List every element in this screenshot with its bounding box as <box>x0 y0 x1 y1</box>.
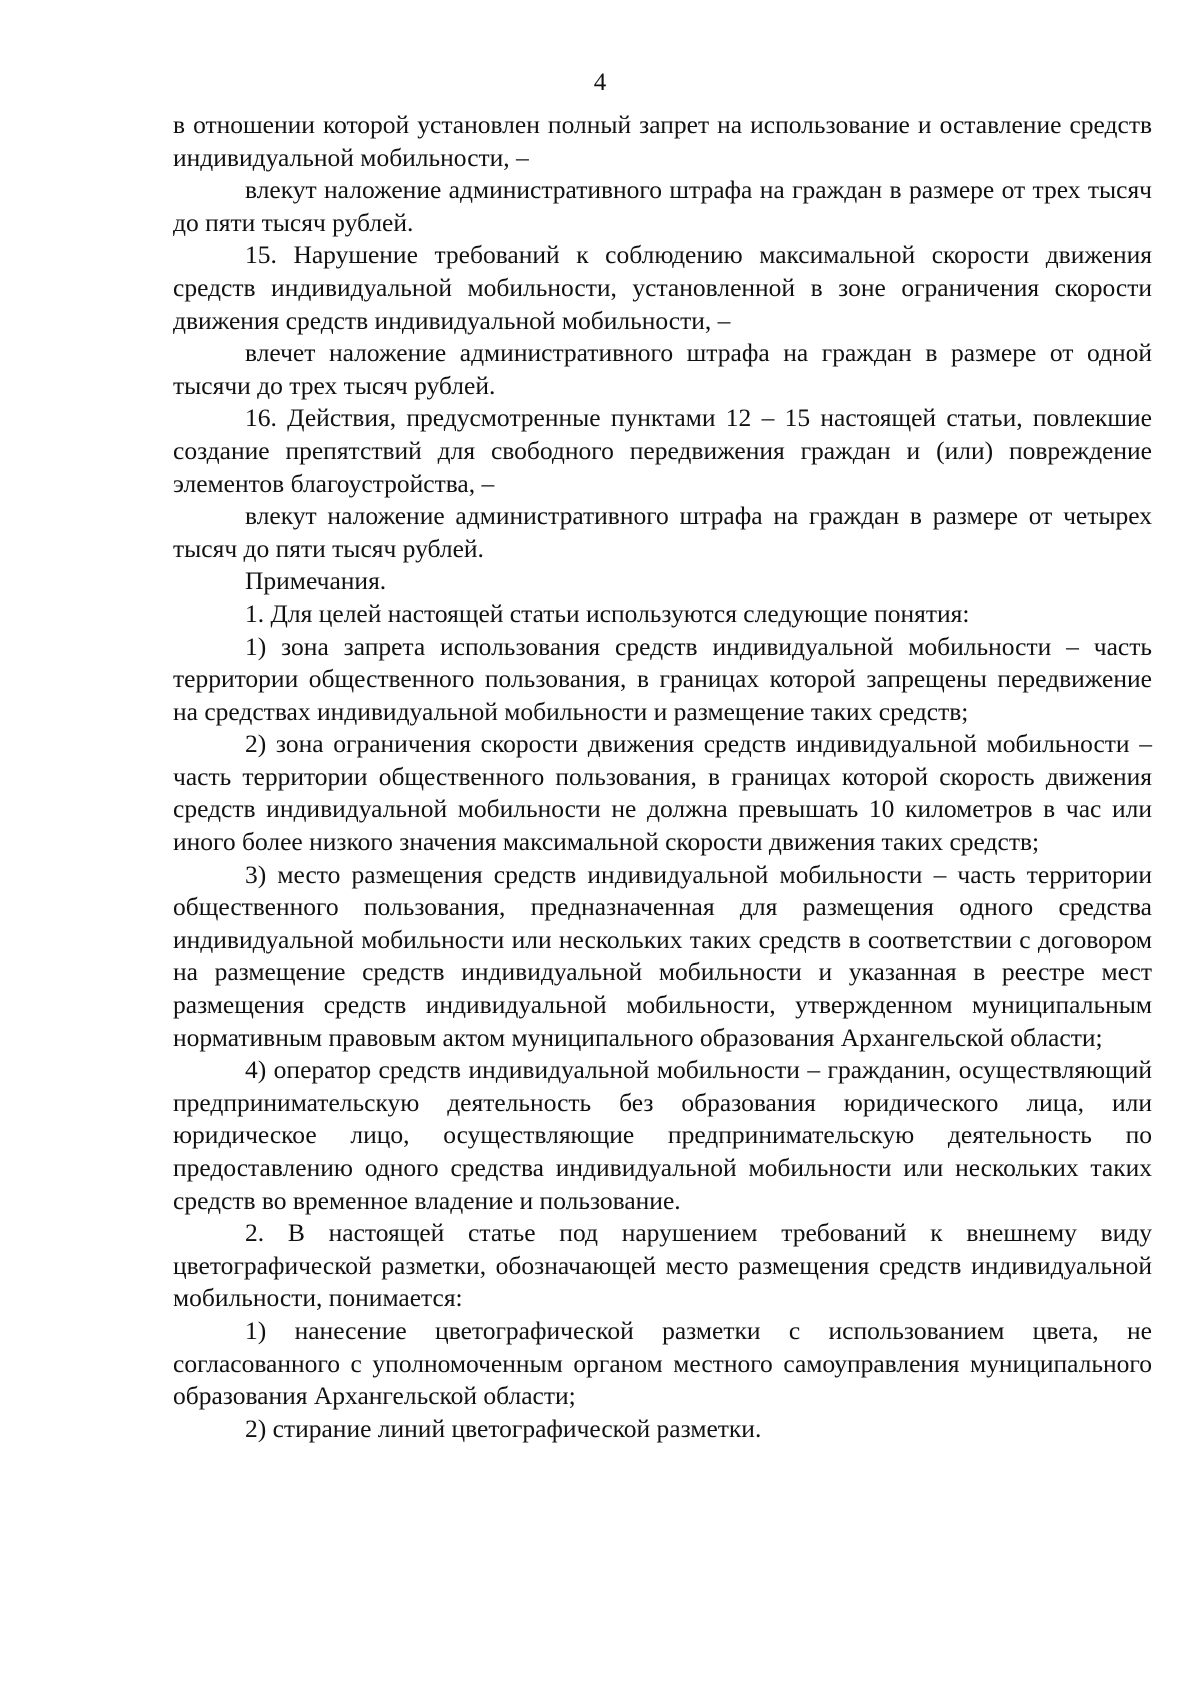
para-note-1-3: 3) место размещения средств индивидуальной мобильности – часть территории общественного пользования, предназначенная для размещения одного средства индивидуальной мобильности или нескольких таких средств в соответствии с договором на размещение средств индивидуальной мобильности и указанная в реестре мест размещения средств индивидуальной мобильности, утвержденном муниципальным нормативным правовым актом муниципального образования Архангельской области; <box>173 859 1152 1052</box>
document-body <box>173 109 1152 1445</box>
para-item-16: 16. Действия, предусмотренные пунктами 12 – 15 настоящей статьи, повлекшие создание препятствий для свободного передвижения граждан и (или) повреждение элементов благоустройства, – <box>173 403 1152 498</box>
para-note-2-2: 2) стирание линий цветографической разметки. <box>245 1413 762 1443</box>
para-note-2-1: 1) нанесение цветографической разметки с использованием цвета, не согласованного с уполномоченным органом местного самоуправления муниципального образования Архангельской области; <box>173 1315 1152 1411</box>
para-penalty-15: влечет наложение административного штрафа на граждан в размере от одной тысячи до трех тысяч рублей. <box>173 338 1152 400</box>
para-penalty-14: влекут наложение административного штрафа на граждан в размере от трех тысяч до пяти тысяч рублей. <box>173 175 1152 237</box>
para-notes-heading: Примечания. <box>245 566 387 596</box>
para-note-2: 2. В настоящей статье под нарушением требований к внешнему виду цветографической разметки, обозначающей место размещения средств индивидуальной мобильности, понимается: <box>173 1218 1152 1313</box>
para-penalty-16: влекут наложение административного штрафа на граждан в размере от четырех тысяч до пяти тысяч рублей. <box>173 501 1152 563</box>
para-note-1-2: 2) зона ограничения скорости движения средств индивидуальной мобильности – часть территории общественного пользования, в границах которой скорость движения средств индивидуальной мобильности не должна превышать 10 километров в час или иного более низкого значения максимальной скорости движения таких средств; <box>173 729 1152 857</box>
para-continuation: в отношении которой установлен полный запрет на использование и оставление средств индивидуальной мобильности, – <box>173 110 1152 172</box>
page-number: 4 <box>593 69 607 96</box>
para-note-1-4: 4) оператор средств индивидуальной мобильности – гражданин, осуществляющий предпринимательскую деятельность без образования юридического лица, или юридическое лицо, осуществляющие предпринимательскую деятельность по предоставлению одного средства индивидуальной мобильности или нескольких таких средств во временное владение и пользование. <box>173 1055 1152 1215</box>
para-note-1-1: 1) зона запрета использования средств индивидуальной мобильности – часть территории общественного пользования, в границах которой запрещены передвижение на средствах индивидуальной мобильности и размещение таких средств; <box>173 631 1152 726</box>
para-note-1: 1. Для целей настоящей статьи используются следующие понятия: <box>245 598 970 628</box>
para-item-15: 15. Нарушение требований к соблюдению максимальной скорости движения средств индивидуальной мобильности, установленной в зоне ограничения скорости движения средств индивидуальной мобильности, – <box>173 240 1152 335</box>
